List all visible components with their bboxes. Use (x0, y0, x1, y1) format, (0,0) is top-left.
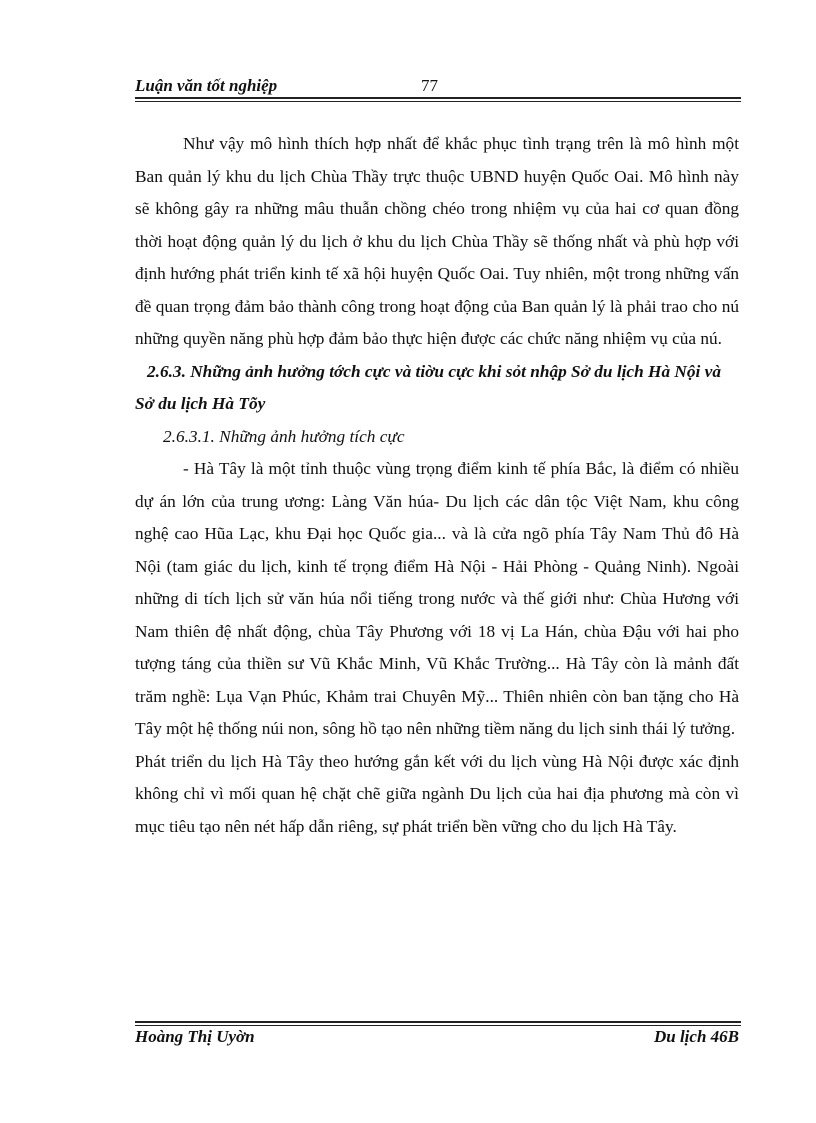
body-paragraph: - Hà Tây là một tỉnh thuộc vùng trọng điểm kinh tế phía Bắc, là điểm có nhiều dự án lớn của trung ương: Làng Văn húa- Du lịch các dân tộc Việt Nam, khu công nghệ cao Hũa Lạc, khu Đại học Quốc gia... và là cửa ngõ phía Tây Nam Thủ đô Hà Nội (tam giác du lịch, kinh tế trọng điểm Hà Nội - Hải Phòng - Quảng Ninh). Ngoài những di tích lịch sử văn húa nổi tiếng trong nước và thế giới như: Chùa Hương với Nam thiên đệ nhất động, chùa Tây Phương với 18 vị La Hán, chùa Đậu với hai pho tượng táng của thiền sư Vũ Khắc Minh, Vũ Khắc Trường... Hà Tây còn là mảnh đất trăm nghề: Lụa Vạn Phúc, Khảm trai Chuyên Mỹ... Thiên nhiên còn ban tặng cho Hà Tây một hệ thống núi non, sông hồ tạo nên những tiềm năng du lịch sinh thái lý tưởng. (135, 459, 739, 738)
body-content (135, 128, 739, 843)
page-footer (135, 1027, 741, 1051)
header-title: Luận văn tốt nghiệp (135, 76, 278, 95)
footer-class: Du lịch 46B (653, 1027, 739, 1046)
page-number: 77 (421, 76, 438, 95)
header-rule (135, 97, 741, 102)
section-heading: 2.6.3. Những ảnh hưởng tớch cực và tiờu cực khi sỏt nhập Sở du lịch Hà Nội và Sở du lịch Hà Tõy (135, 361, 721, 413)
body-paragraph: Như vậy mô hình thích hợp nhất để khắc phục tình trạng trên là mô hình một Ban quản lý khu du lịch Chùa Thầy trực thuộc UBND huyện Quốc Oai. Mô hình này sẽ không gây ra những mâu thuẫn chồng chéo trong nhiệm vụ của hai cơ quan đồng thời hoạt động quản lý du lịch ở khu du lịch Chùa Thầy sẽ thống nhất và phù hợp với định hướng phát triển kinh tế xã hội huyện Quốc Oai. Tuy nhiên, một trong những vấn đề quan trọng đảm bảo thành công trong hoạt động của Ban quản lý là phải trao cho nú những quyền năng phù hợp đảm bảo thực hiện được các chức năng nhiệm vụ của nú. (135, 134, 739, 348)
body-paragraph: Phát triển du lịch Hà Tây theo hướng gắn kết với du lịch vùng Hà Nội được xác định không chỉ vì mối quan hệ chặt chẽ giữa ngành Du lịch của hai địa phương mà còn vì mục tiêu tạo nên nét hấp dẫn riêng, sự phát triển bền vững cho du lịch Hà Tây. (135, 751, 739, 836)
footer-rule (135, 1021, 741, 1026)
footer-author: Hoàng Thị Uyờn (135, 1027, 255, 1046)
subsection-heading: 2.6.3.1. Những ảnh hưởng tích cực (163, 426, 405, 446)
